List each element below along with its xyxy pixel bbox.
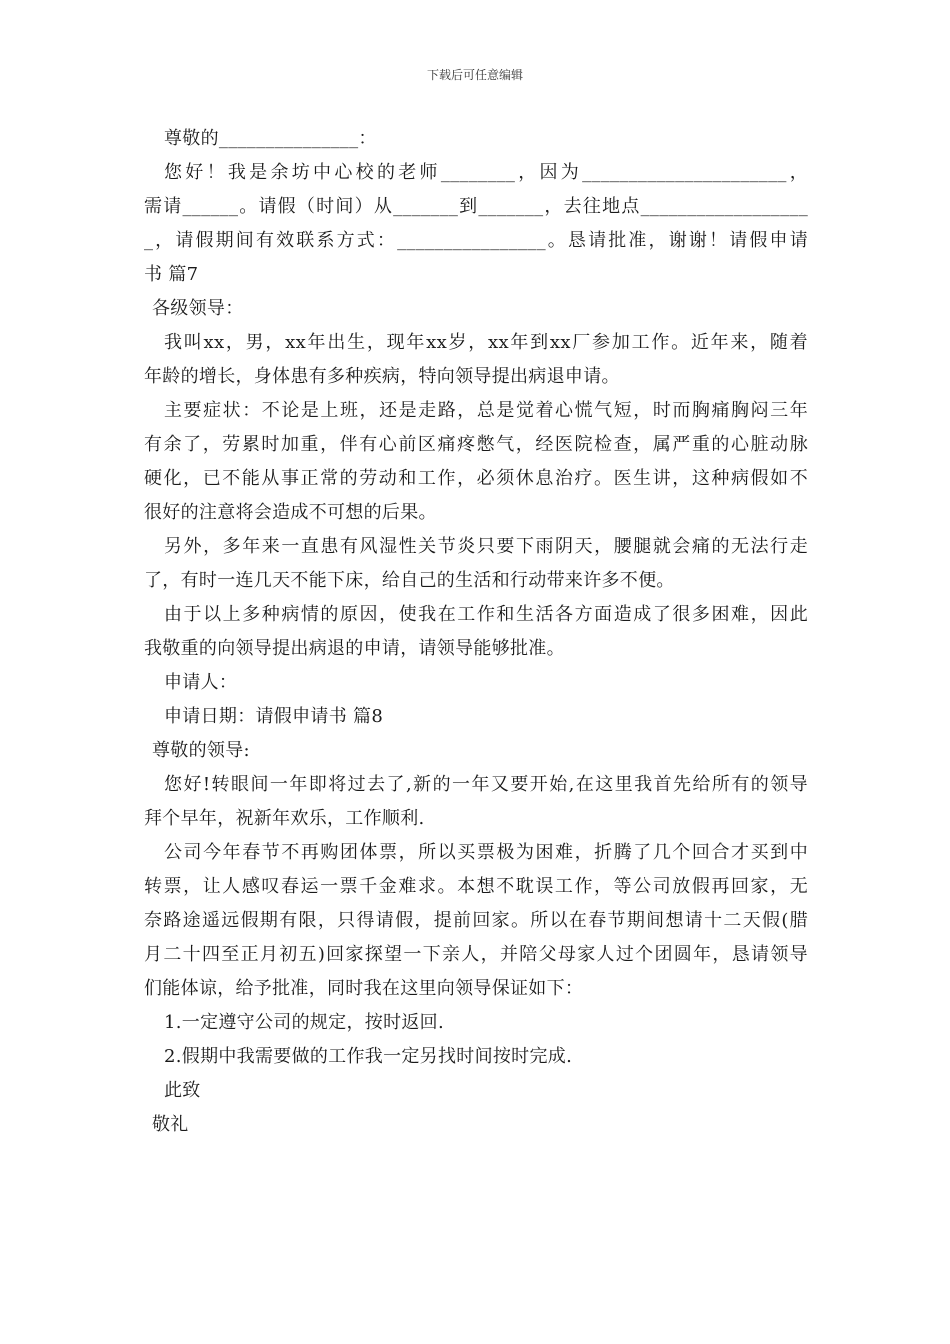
applicant-line: 申请人： bbox=[164, 672, 238, 693]
text-line: 我叫xx，男，xx年出生，现年xx岁，xx年到xx厂参加工作。近年来，随着 bbox=[164, 332, 808, 353]
text-line: 有余了，劳累时加重，伴有心前区痛疼憋气，经医院检查，属严重的心脏动脉 bbox=[144, 434, 808, 455]
text-line: 您好！我是余坊中心校的老师________，因为______________________， bbox=[164, 162, 808, 183]
text-line: 们能体谅，给予批准，同时我在这里向领导保证如下： bbox=[144, 978, 584, 999]
text-line: 月二十四至正月初五)回家探望一下亲人，并陪父母家人过个团圆年，恳请领导 bbox=[144, 944, 808, 965]
text-line: 了，有时一连几天不能下床，给自己的生活和行动带来许多不便。 bbox=[144, 570, 675, 591]
list-item: 2.假期中我需要做的工作我一定另找时间按时完成. bbox=[164, 1046, 573, 1067]
text-line: 年龄的增长，身体患有多种疾病，特向领导提出病退申请。 bbox=[144, 366, 620, 387]
section-heading: 书 篇7 bbox=[144, 264, 199, 285]
closing-line: 此致 bbox=[164, 1080, 201, 1101]
text-line: 奈路途遥远假期有限，只得请假，提前回家。所以在春节期间想请十二天假(腊 bbox=[144, 910, 808, 931]
text-line: 由于以上多种病情的原因，使我在工作和生活各方面造成了很多困难，因此 bbox=[164, 604, 808, 625]
salutation-line: 尊敬的领导: bbox=[152, 740, 250, 761]
text-line: 您好!转眼间一年即将过去了,新的一年又要开始,在这里我首先给所有的领导 bbox=[164, 774, 808, 795]
text-line: 公司今年春节不再购团体票，所以买票极为困难，折腾了几个回合才买到中 bbox=[164, 842, 808, 863]
header-note: 下载后可任意编辑 bbox=[426, 68, 523, 82]
salutation-line: 尊敬的_______________： bbox=[164, 128, 377, 149]
document-body bbox=[144, 122, 808, 1142]
text-line: _，请假期间有效联系方式：________________。恳请批准，谢谢！请假申请 bbox=[144, 230, 808, 251]
salutation-line: 各级领导： bbox=[152, 298, 244, 319]
text-line: 另外，多年来一直患有风湿性关节炎只要下雨阴天，腰腿就会痛的无法行走 bbox=[164, 536, 808, 557]
date-line: 申请日期：请假申请书 篇8 bbox=[164, 706, 384, 727]
text-line: 很好的注意将会造成不可想的后果。 bbox=[144, 502, 437, 523]
text-line: 我敬重的向领导提出病退的申请，请领导能够批准。 bbox=[144, 638, 565, 659]
text-line: 转票，让人感叹春运一票千金难求。本想不耽误工作，等公司放假再回家，无 bbox=[144, 876, 808, 897]
text-line: 主要症状：不论是上班，还是走路，总是觉着心慌气短，时而胸痛胸闷三年 bbox=[164, 400, 808, 421]
text-line: 硬化，已不能从事正常的劳动和工作，必须休息治疗。医生讲，这种病假如不 bbox=[144, 468, 808, 489]
list-item: 1.一定遵守公司的规定，按时返回. bbox=[164, 1012, 444, 1033]
text-line: 拜个早年，祝新年欢乐，工作顺利. bbox=[144, 808, 425, 829]
closing-line: 敬礼 bbox=[152, 1114, 189, 1135]
text-line: 需请______。请假（时间）从_______到_______，去往地点__________________ bbox=[144, 196, 808, 217]
